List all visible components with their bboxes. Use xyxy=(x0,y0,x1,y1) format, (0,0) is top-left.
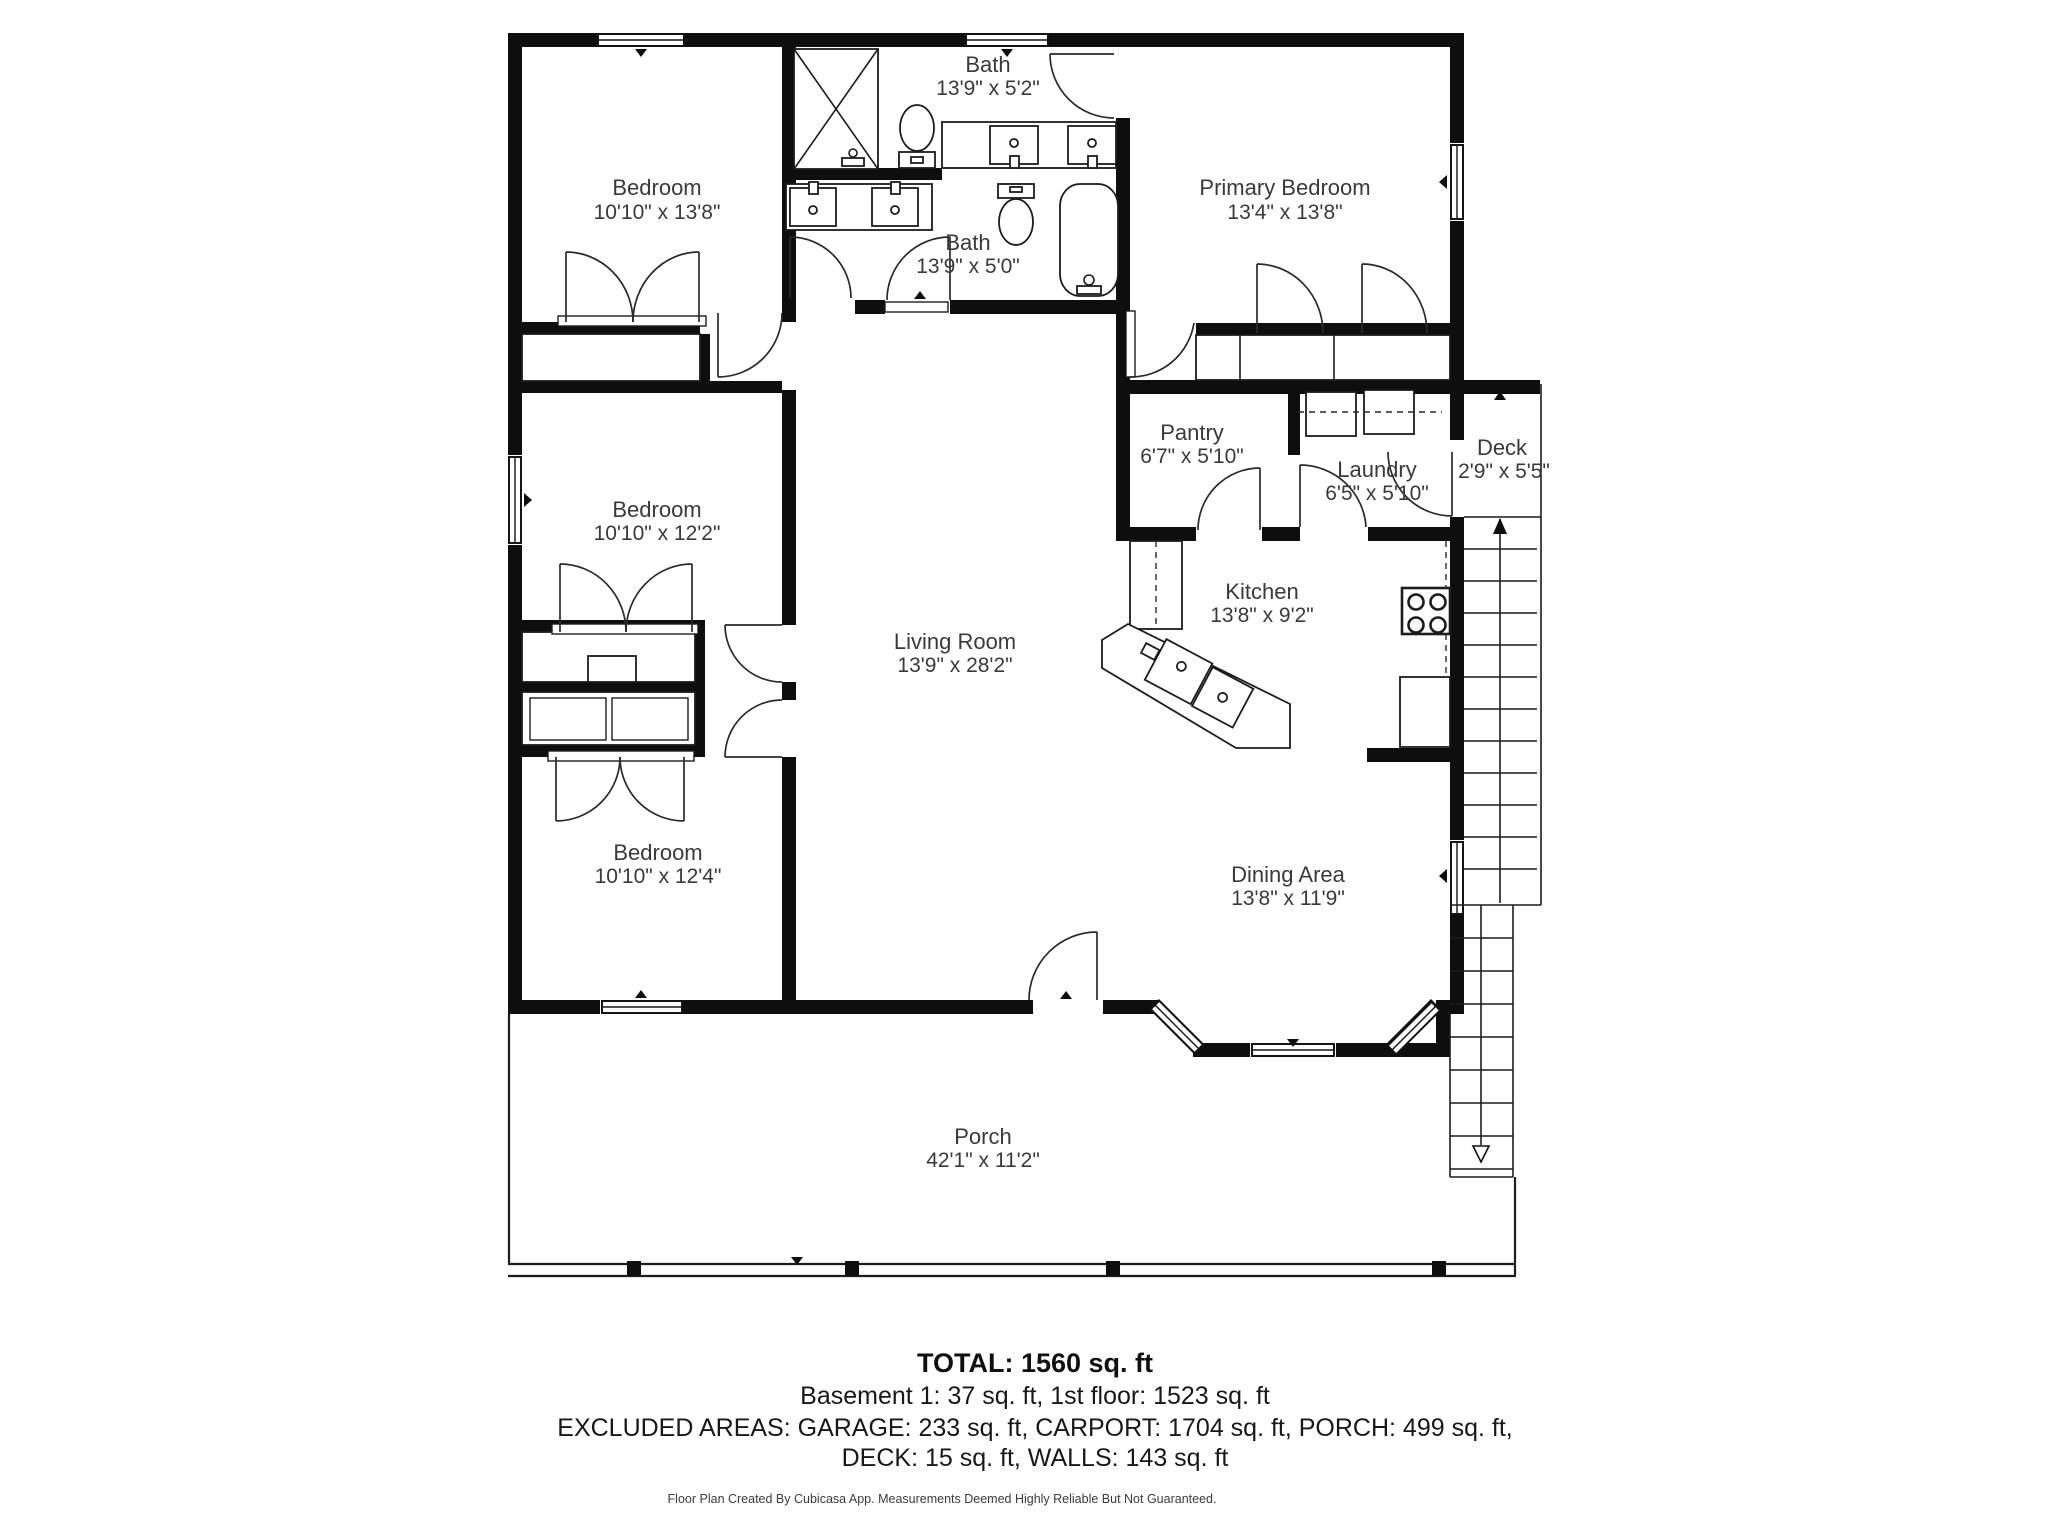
window-bedroom-top xyxy=(598,34,684,46)
label-kitchen: Kitchen xyxy=(1225,579,1299,604)
porch-post xyxy=(627,1261,641,1276)
label-porch: Porch xyxy=(954,1124,1012,1149)
window-dining xyxy=(1451,842,1463,914)
vanity-bath-top xyxy=(942,122,1116,168)
dims-living-room: 13'9" x 28'2" xyxy=(897,654,1013,677)
dims-bath-mid: 13'9" x 5'0" xyxy=(916,255,1020,278)
shower xyxy=(794,49,878,169)
dims-porch: 42'1" x 11'2" xyxy=(926,1149,1040,1172)
door-pantry xyxy=(1198,468,1260,530)
bathtub xyxy=(1060,184,1118,296)
closet-bedroom-bottom xyxy=(522,692,695,821)
window-bay-left xyxy=(1151,1001,1203,1053)
window-bedroom-bottom xyxy=(602,1001,682,1013)
dims-kitchen: 13'8" x 9'2" xyxy=(1210,604,1314,627)
label-bedroom-mid: Bedroom xyxy=(612,497,702,522)
door-bedroom-bottom xyxy=(725,700,782,757)
kitchen-counter-left xyxy=(1130,541,1182,629)
washer xyxy=(1306,392,1356,436)
summary-excluded-areas-2: DECK: 15 sq. ft, WALLS: 143 sq. ft xyxy=(841,1444,1229,1472)
door-bath-mid-left xyxy=(790,237,851,298)
dims-bedroom-top: 10'10" x 13'8" xyxy=(593,201,721,224)
door-bath-top xyxy=(1050,54,1114,118)
closet-primary-bedroom xyxy=(1196,264,1450,380)
laundry-fixtures xyxy=(1298,390,1442,436)
label-pantry: Pantry xyxy=(1160,420,1224,445)
kitchen-fixtures xyxy=(1102,541,1450,748)
vanity-bath-mid xyxy=(786,182,932,230)
area-summary xyxy=(557,1348,1512,1506)
closet-bedroom-top xyxy=(522,252,706,381)
label-deck: Deck xyxy=(1476,435,1528,460)
label-laundry: Laundry xyxy=(1337,457,1417,482)
door-bedroom-mid xyxy=(725,625,782,682)
dims-deck: 2'9" x 5'5" xyxy=(1458,460,1550,483)
label-living-room: Living Room xyxy=(893,629,1017,654)
door-entry-porch xyxy=(1029,932,1097,1000)
label-bath-mid: Bath xyxy=(945,230,991,255)
kitchen-counter-right xyxy=(1400,541,1450,747)
dims-pantry: 6'7" x 5'10" xyxy=(1140,445,1244,468)
label-dining-area: Dining Area xyxy=(1231,862,1345,887)
dims-bath-top: 13'9" x 5'2" xyxy=(936,77,1040,100)
window-primary-bedroom xyxy=(1451,145,1463,219)
porch-post xyxy=(845,1261,859,1276)
footer-disclaimer: Floor Plan Created By Cubicasa App. Measurements Deemed Highly Reliable But Not Guaranteed. xyxy=(667,1492,1217,1506)
dims-bedroom-bottom: 10'10" x 12'4" xyxy=(594,865,722,888)
kitchen-island xyxy=(1102,624,1290,748)
porch-post xyxy=(1432,1261,1446,1276)
label-primary-bedroom: Primary Bedroom xyxy=(1199,175,1371,200)
label-bath-top: Bath xyxy=(965,52,1011,77)
label-bedroom-bottom: Bedroom xyxy=(613,840,703,865)
dims-laundry: 6'5" x 5'10" xyxy=(1325,482,1429,505)
toilet-bath-mid xyxy=(998,184,1034,245)
summary-excluded-areas: EXCLUDED AREAS: GARAGE: 233 sq. ft, CARPORT: 1704 sq. ft, PORCH: 499 sq. ft, xyxy=(557,1414,1513,1442)
dims-bedroom-mid: 10'10" x 12'2" xyxy=(593,522,721,545)
porch-post xyxy=(1106,1261,1120,1276)
window-bedroom-mid xyxy=(509,457,521,543)
stove xyxy=(1402,588,1450,634)
dims-primary-bedroom: 13'4" x 13'8" xyxy=(1227,201,1343,224)
toilet-bath-top xyxy=(899,105,935,168)
window-bath-top xyxy=(966,34,1048,46)
door-primary-bedroom xyxy=(1126,311,1194,377)
summary-total: TOTAL: 1560 sq. ft xyxy=(916,1348,1154,1378)
dims-dining-area: 13'8" x 11'9" xyxy=(1231,887,1345,910)
door-bedroom-top xyxy=(718,313,782,377)
label-bedroom-top: Bedroom xyxy=(612,175,702,200)
summary-floors: Basement 1: 37 sq. ft, 1st floor: 1523 sq. ft xyxy=(800,1382,1270,1410)
